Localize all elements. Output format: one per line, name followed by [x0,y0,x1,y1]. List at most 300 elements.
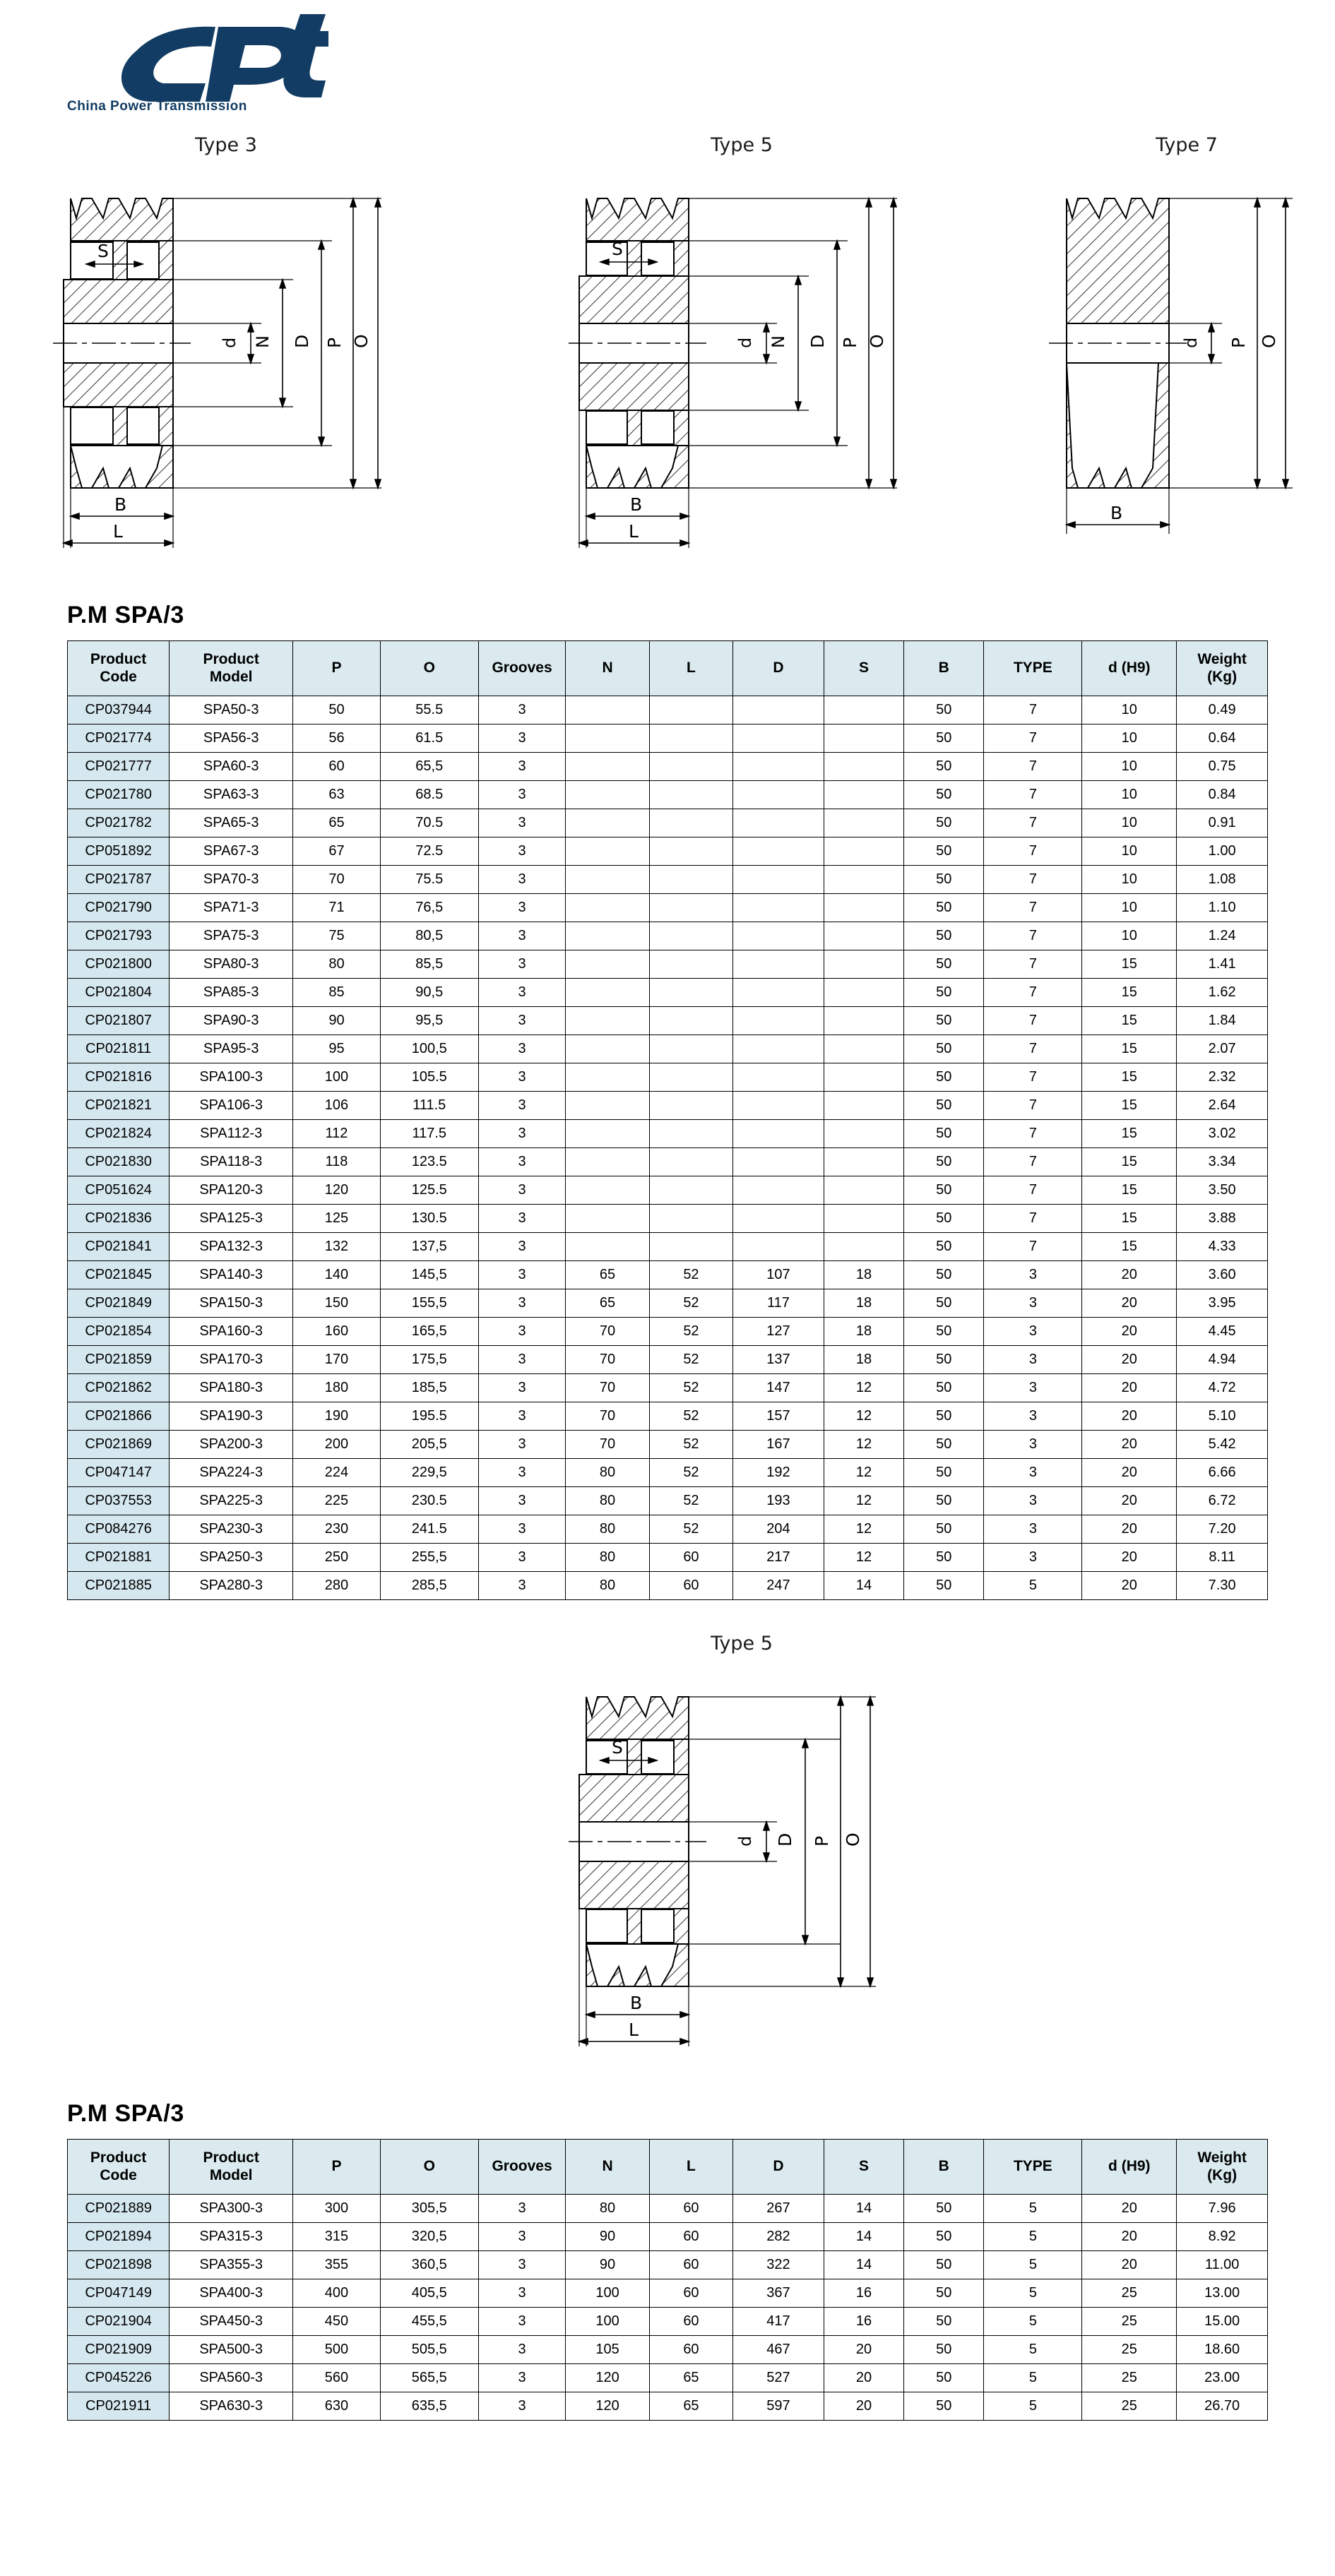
cell-d [733,1120,824,1148]
cell-s: 18 [824,1346,903,1374]
cell-n [566,809,649,837]
cell-p: 230 [293,1515,381,1544]
col-header-grooves: Grooves [478,641,566,696]
cell-grooves: 3 [478,979,566,1007]
cell-p: 95 [293,1035,381,1063]
cell-n [566,1063,649,1092]
cell-d [733,922,824,950]
cell-code: CP021845 [68,1261,170,1289]
drawing-type-5-lower [558,1633,925,2057]
cell-p: 180 [293,1374,381,1402]
cell-s [824,979,903,1007]
cell-b: 50 [904,2251,984,2279]
table-row [68,1459,1268,1487]
cell-dh9: 10 [1082,922,1177,950]
cell-d [733,753,824,781]
cell-b: 50 [904,837,984,866]
cell-model: SPA180-3 [170,1374,293,1402]
cell-b: 50 [904,1289,984,1318]
cell-b: 50 [904,1515,984,1544]
cell-weight: 1.10 [1177,894,1268,922]
drawing-type-3 [42,134,410,559]
cell-d: 467 [733,2336,824,2364]
cell-type: 7 [984,1120,1082,1148]
cell-s [824,1092,903,1120]
cell-b: 50 [904,2279,984,2308]
cell-b: 50 [904,950,984,979]
cell-weight: 0.64 [1177,724,1268,753]
cell-grooves: 3 [478,1402,566,1431]
cell-p: 71 [293,894,381,922]
cell-l [649,1233,732,1261]
cell-weight: 0.49 [1177,696,1268,724]
cell-grooves: 3 [478,1176,566,1205]
cell-b: 50 [904,1346,984,1374]
cell-type: 5 [984,2195,1082,2223]
cell-type: 3 [984,1261,1082,1289]
cell-grooves: 3 [478,2223,566,2251]
cell-dh9: 15 [1082,1035,1177,1063]
cell-l: 60 [649,1572,732,1600]
cell-model: SPA75-3 [170,922,293,950]
cell-weight: 8.92 [1177,2223,1268,2251]
cell-s: 12 [824,1459,903,1487]
cell-code: CP021824 [68,1120,170,1148]
cell-o: 130.5 [380,1205,478,1233]
cell-model: SPA125-3 [170,1205,293,1233]
cell-code: CP021894 [68,2223,170,2251]
cell-s: 14 [824,1572,903,1600]
spec-table-2-head [68,2140,1268,2195]
cell-dh9: 10 [1082,894,1177,922]
dim-label-L: L [629,521,639,542]
cell-type: 3 [984,1346,1082,1374]
cell-model: SPA170-3 [170,1346,293,1374]
cell-grooves: 3 [478,1063,566,1092]
cell-b: 50 [904,2308,984,2336]
cell-b: 50 [904,1035,984,1063]
cell-type: 5 [984,2251,1082,2279]
cell-p: 160 [293,1318,381,1346]
cell-o: 95,5 [380,1007,478,1035]
spec-table-1 [67,640,1268,1600]
cell-l: 52 [649,1487,732,1515]
cell-l: 60 [649,2336,732,2364]
cell-p: 400 [293,2279,381,2308]
cell-l: 52 [649,1402,732,1431]
cell-type: 7 [984,1233,1082,1261]
cell-p: 224 [293,1459,381,1487]
cell-d [733,1233,824,1261]
cell-type: 7 [984,781,1082,809]
cell-d: 417 [733,2308,824,2336]
cell-type: 5 [984,2308,1082,2336]
dim-label-d: d [220,337,239,348]
cell-p: 300 [293,2195,381,2223]
cell-type: 7 [984,894,1082,922]
cell-type: 7 [984,950,1082,979]
cell-model: SPA95-3 [170,1035,293,1063]
table-row [68,1572,1268,1600]
cell-dh9: 20 [1082,1402,1177,1431]
cell-b: 50 [904,1318,984,1346]
cell-n: 65 [566,1289,649,1318]
cell-l [649,922,732,950]
cell-weight: 2.64 [1177,1092,1268,1120]
cell-n: 80 [566,2195,649,2223]
dim-label-L: L [629,2020,639,2040]
cell-b: 50 [904,696,984,724]
cell-o: 255,5 [380,1544,478,1572]
cell-s [824,1007,903,1035]
cell-o: 635,5 [380,2392,478,2421]
brand-tagline: China Power Transmission [67,99,247,114]
cell-type: 5 [984,2223,1082,2251]
cell-code: CP021807 [68,1007,170,1035]
cell-b: 50 [904,922,984,950]
cell-dh9: 20 [1082,1459,1177,1487]
cell-dh9: 20 [1082,1487,1177,1515]
cell-o: 61.5 [380,724,478,753]
cell-n [566,1035,649,1063]
cell-b: 50 [904,1487,984,1515]
table-row [68,753,1268,781]
cell-weight: 13.00 [1177,2279,1268,2308]
cell-s: 20 [824,2364,903,2392]
cell-model: SPA225-3 [170,1487,293,1515]
cell-p: 132 [293,1233,381,1261]
cell-code: CP021881 [68,1544,170,1572]
cell-l [649,809,732,837]
cell-grooves: 3 [478,950,566,979]
cell-n [566,1233,649,1261]
cell-d: 192 [733,1459,824,1487]
cell-model: SPA224-3 [170,1459,293,1487]
cell-n [566,1148,649,1176]
table-header-row [68,641,1268,696]
cell-p: 63 [293,781,381,809]
cell-grooves: 3 [478,809,566,837]
cell-model: SPA71-3 [170,894,293,922]
cell-s: 12 [824,1402,903,1431]
cell-weight: 1.08 [1177,866,1268,894]
dim-label-d: d [735,1835,755,1847]
table-row [68,1374,1268,1402]
cell-dh9: 25 [1082,2392,1177,2421]
cell-weight: 7.20 [1177,1515,1268,1544]
cell-s: 12 [824,1487,903,1515]
cell-weight: 1.62 [1177,979,1268,1007]
cell-l: 60 [649,1544,732,1572]
cell-p: 630 [293,2392,381,2421]
cell-weight: 7.30 [1177,1572,1268,1600]
cell-s: 16 [824,2279,903,2308]
cell-l [649,696,732,724]
table-row [68,1063,1268,1092]
table-row [68,2251,1268,2279]
cell-dh9: 20 [1082,1289,1177,1318]
cell-weight: 0.75 [1177,753,1268,781]
cell-l: 52 [649,1374,732,1402]
cell-p: 50 [293,696,381,724]
pulley-section-type-3 [49,163,403,559]
pulley-section-type-5 [565,163,918,559]
cell-b: 50 [904,1431,984,1459]
cell-o: 68.5 [380,781,478,809]
cell-s: 18 [824,1318,903,1346]
cell-o: 505,5 [380,2336,478,2364]
cell-b: 50 [904,1544,984,1572]
cell-grooves: 3 [478,866,566,894]
cell-s: 20 [824,2392,903,2421]
cell-grooves: 3 [478,1318,566,1346]
cell-weight: 1.41 [1177,950,1268,979]
cell-grooves: 3 [478,1346,566,1374]
table-row [68,1289,1268,1318]
cell-o: 205,5 [380,1431,478,1459]
cell-d: 267 [733,2195,824,2223]
cell-grooves: 3 [478,1148,566,1176]
cell-dh9: 25 [1082,2364,1177,2392]
dim-label-P: P [812,1835,832,1847]
col-header-p: P [293,2140,381,2195]
drawing-title-type-3: Type 3 [195,134,257,156]
cell-code: CP084276 [68,1515,170,1544]
cell-o: 305,5 [380,2195,478,2223]
cell-dh9: 20 [1082,1431,1177,1459]
cell-type: 5 [984,1572,1082,1600]
cell-s [824,837,903,866]
col-header-type: TYPE [984,2140,1082,2195]
cell-b: 50 [904,1120,984,1148]
cell-p: 140 [293,1261,381,1289]
cell-l [649,950,732,979]
cell-d [733,894,824,922]
cell-model: SPA65-3 [170,809,293,837]
cell-weight: 2.07 [1177,1035,1268,1063]
col-header-b: B [904,641,984,696]
table-row [68,2336,1268,2364]
cell-s [824,866,903,894]
cell-model: SPA60-3 [170,753,293,781]
cell-weight: 5.42 [1177,1431,1268,1459]
cell-d: 107 [733,1261,824,1289]
cell-type: 3 [984,1487,1082,1515]
cell-s: 12 [824,1515,903,1544]
cell-d: 527 [733,2364,824,2392]
cell-d [733,724,824,753]
cell-weight: 6.72 [1177,1487,1268,1515]
cell-weight: 1.00 [1177,837,1268,866]
cell-s: 14 [824,2195,903,2223]
col-header-grooves: Grooves [478,2140,566,2195]
cell-d: 167 [733,1431,824,1459]
cell-d [733,837,824,866]
cell-grooves: 3 [478,2195,566,2223]
cell-dh9: 20 [1082,2195,1177,2223]
drawing-title-type-5-lower: Type 5 [711,1633,773,1654]
cell-code: CP021811 [68,1035,170,1063]
cell-n [566,696,649,724]
cell-l [649,894,732,922]
drawing-row-top [0,134,1335,586]
dim-label-d: d [1181,337,1201,348]
cell-o: 100,5 [380,1035,478,1063]
cell-type: 7 [984,1148,1082,1176]
cell-n: 120 [566,2392,649,2421]
cell-l [649,1148,732,1176]
cell-l [649,1035,732,1063]
cell-weight: 15.00 [1177,2308,1268,2336]
table-row [68,2223,1268,2251]
cell-o: 165,5 [380,1318,478,1346]
cell-b: 50 [904,2223,984,2251]
drawing-title-type-7: Type 7 [1156,134,1218,156]
cell-dh9: 15 [1082,1176,1177,1205]
cell-p: 315 [293,2223,381,2251]
cell-o: 90,5 [380,979,478,1007]
cell-b: 50 [904,781,984,809]
col-header-n: N [566,641,649,696]
cell-weight: 18.60 [1177,2336,1268,2364]
cell-dh9: 20 [1082,1572,1177,1600]
cell-b: 50 [904,2392,984,2421]
table-row [68,1544,1268,1572]
cell-grooves: 3 [478,2364,566,2392]
cell-p: 250 [293,1544,381,1572]
cell-o: 105.5 [380,1063,478,1092]
cell-n: 80 [566,1544,649,1572]
dim-label-O: O [843,1832,863,1847]
cell-o: 117.5 [380,1120,478,1148]
dim-label-P: P [324,337,345,348]
cell-code: CP021830 [68,1148,170,1176]
cell-d [733,866,824,894]
dim-label-O: O [351,334,372,348]
cell-grooves: 3 [478,1544,566,1572]
cell-d [733,809,824,837]
cell-s [824,724,903,753]
cell-grooves: 3 [478,2336,566,2364]
cell-d: 597 [733,2392,824,2421]
cell-d: 247 [733,1572,824,1600]
cell-o: 80,5 [380,922,478,950]
cell-type: 7 [984,837,1082,866]
cell-dh9: 20 [1082,1318,1177,1346]
cell-n [566,1176,649,1205]
cell-model: SPA140-3 [170,1261,293,1289]
cell-n: 70 [566,1431,649,1459]
cell-o: 185,5 [380,1374,478,1402]
cell-model: SPA67-3 [170,837,293,866]
cell-model: SPA250-3 [170,1544,293,1572]
col-header-l: L [649,641,732,696]
dim-label-L: L [113,521,123,542]
cell-grooves: 3 [478,894,566,922]
cell-dh9: 10 [1082,724,1177,753]
cell-grooves: 3 [478,1515,566,1544]
cell-s [824,1176,903,1205]
cell-b: 50 [904,1572,984,1600]
cell-d [733,1148,824,1176]
cell-d [733,781,824,809]
cell-code: CP021800 [68,950,170,979]
cell-l [649,724,732,753]
cell-o: 55.5 [380,696,478,724]
col-header-s: S [824,2140,903,2195]
cell-n [566,950,649,979]
cell-s: 18 [824,1289,903,1318]
cell-code: CP021866 [68,1402,170,1431]
cell-l: 52 [649,1431,732,1459]
cell-code: CP037944 [68,696,170,724]
cell-b: 50 [904,1092,984,1120]
col-header-b: B [904,2140,984,2195]
cell-dh9: 15 [1082,1092,1177,1120]
cell-p: 225 [293,1487,381,1515]
cell-type: 7 [984,753,1082,781]
cell-p: 355 [293,2251,381,2279]
pulley-section-type-7 [1045,163,1328,559]
cell-dh9: 15 [1082,950,1177,979]
cell-model: SPA150-3 [170,1289,293,1318]
cell-o: 229,5 [380,1459,478,1487]
cell-weight: 1.84 [1177,1007,1268,1035]
cell-d: 127 [733,1318,824,1346]
cell-type: 7 [984,1092,1082,1120]
cell-code: CP037553 [68,1487,170,1515]
cell-l [649,1007,732,1035]
dim-label-P: P [840,337,860,348]
cell-o: 145,5 [380,1261,478,1289]
cell-n [566,1007,649,1035]
cell-n: 90 [566,2223,649,2251]
dim-label-S: S [97,241,109,261]
cell-code: CP047149 [68,2279,170,2308]
cell-s [824,809,903,837]
dim-label-N: N [253,335,273,348]
cell-code: CP047147 [68,1459,170,1487]
cell-s [824,1148,903,1176]
cell-type: 3 [984,1318,1082,1346]
table-row [68,724,1268,753]
cell-grooves: 3 [478,2308,566,2336]
cell-n: 70 [566,1374,649,1402]
cell-n [566,866,649,894]
cell-n: 80 [566,1487,649,1515]
cell-dh9: 15 [1082,1233,1177,1261]
cell-weight: 3.50 [1177,1176,1268,1205]
cell-l [649,781,732,809]
cell-s [824,894,903,922]
cell-code: CP021790 [68,894,170,922]
cell-o: 320,5 [380,2223,478,2251]
cell-b: 50 [904,1007,984,1035]
cell-d [733,979,824,1007]
col-header-n: N [566,2140,649,2195]
cell-p: 80 [293,950,381,979]
cell-dh9: 10 [1082,696,1177,724]
cell-code: CP021849 [68,1289,170,1318]
cell-o: 455,5 [380,2308,478,2336]
cell-model: SPA400-3 [170,2279,293,2308]
cell-code: CP045226 [68,2364,170,2392]
col-header-weight: Weight (Kg) [1177,641,1268,696]
cell-p: 200 [293,1431,381,1459]
cell-s [824,781,903,809]
cell-n [566,1205,649,1233]
cell-o: 565,5 [380,2364,478,2392]
